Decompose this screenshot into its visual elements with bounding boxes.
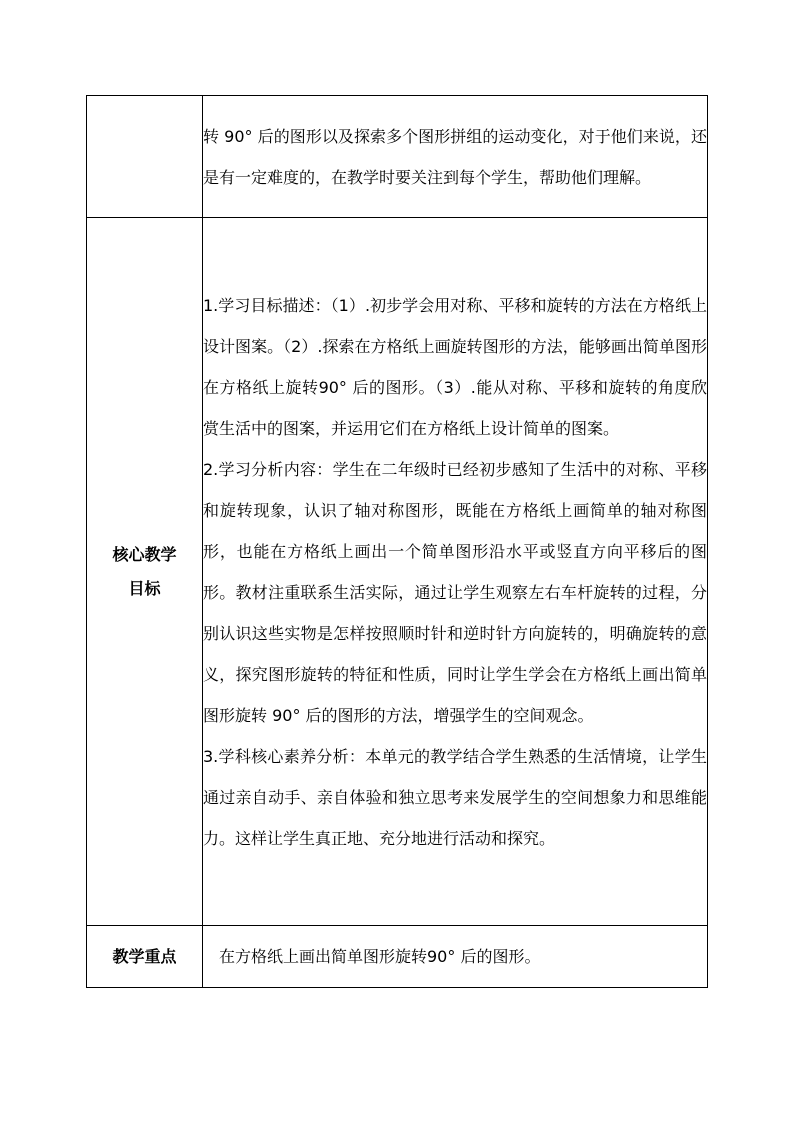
paragraph: 转 90° 后的图形以及探索多个图形拼组的运动变化，对于他们来说，还是有一定难度的，在教学时要关注到每个学生，帮助他们理解。 [203,126,707,187]
table-row [87,218,708,926]
row-label-teaching-focus: 教学重点 [87,926,203,988]
paragraph-learning-goals: 1.学习目标描述：（1）.初步学会用对称、平移和旋转的方法在方格纸上设计图案。（2）.探索在方格纸上画旋转图形的方法，能够画出简单图形在方格纸上旋转90° 后的图形。（3）.能从对称、平移和旋转的角度欣赏生活中的图案，并运用它们在方格纸上设计简单的图案。 [203,295,707,438]
table-row [87,96,708,218]
row-content-teaching-focus [203,926,708,988]
row-label-empty [87,96,203,218]
paragraph-learning-analysis: 2.学习分析内容：学生在二年级时已经初步感知了生活中的对称、平移和旋转现象，认识了轴对称图形，既能在方格纸上画简单的轴对称图形，也能在方格纸上画出一个简单图形沿水平或竖直方向平移后的图形。教材注重联系生活实际，通过让学生观察左右车杆旋转的过程，分别认识这些实物是怎样按照顺时针和逆时针方向旋转的，明确旋转的意义，探究图形旋转的特征和性质，同时让学生学会在方格纸上画出简单图形旋转 90° 后的图形的方法，增强学生的空间观念。 [203,459,707,725]
row-content-core-objectives [203,218,708,926]
row-content-continuation [203,96,708,218]
paragraph-core-literacy: 3.学科核心素养分析：本单元的教学结合学生熟悉的生活情境，让学生通过亲自动手、亲自体验和独立思考来发展学生的空间想象力和思维能力。这样让学生真正地、充分地进行活动和探究。 [203,746,707,848]
paragraph: 在方格纸上画出简单图形旋转90° 后的图形。 [219,947,541,966]
label-line: 目标 [128,578,161,598]
label-line: 核心教学 [112,544,177,564]
table-row [87,926,708,988]
lesson-plan-table [86,95,708,988]
row-label-core-objectives [87,218,203,926]
